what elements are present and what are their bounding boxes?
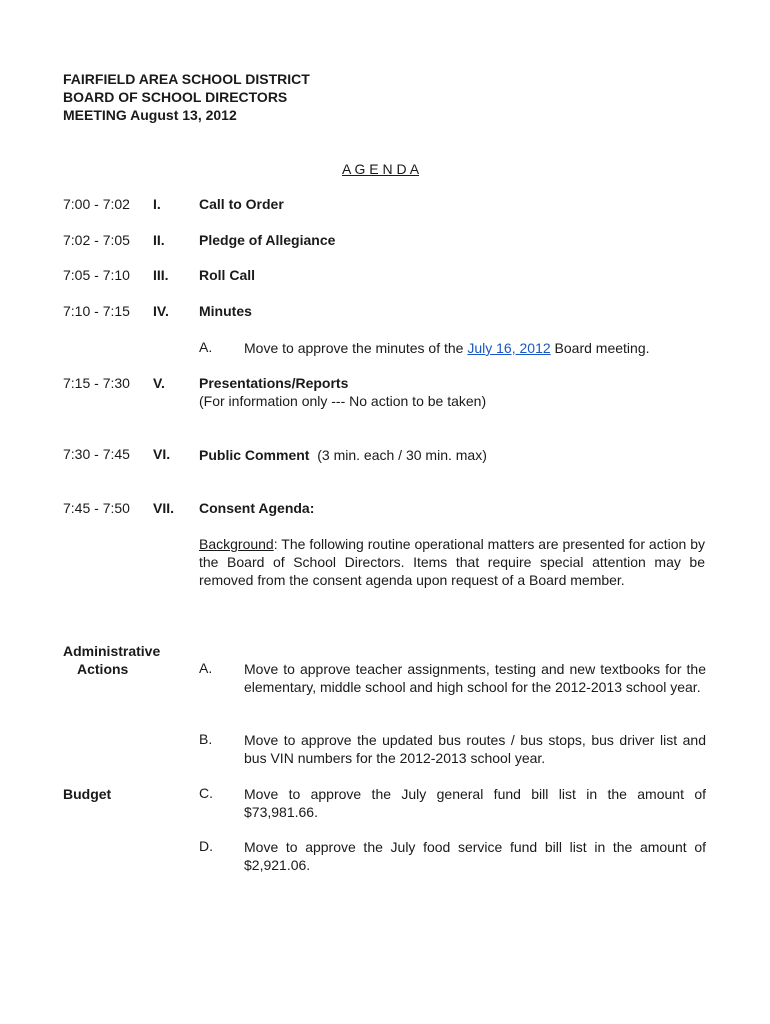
item-time: 7:05 - 7:10 (63, 267, 130, 283)
item-title: Presentations/Reports (199, 375, 349, 391)
item-time: 7:45 - 7:50 (63, 500, 130, 516)
item-title: Minutes (199, 303, 252, 319)
consent-item-text: Move to approve the July general fund bill list in the amount of $73,981.66. (244, 786, 706, 820)
district-name: FAIRFIELD AREA SCHOOL DISTRICT (63, 71, 310, 87)
minutes-text-before: Move to approve the minutes of the (244, 340, 468, 356)
item-time: 7:10 - 7:15 (63, 303, 130, 319)
item-number: I. (153, 196, 161, 212)
agenda-title: A G E N D A (342, 161, 420, 177)
item-title: Public Comment (199, 447, 310, 463)
public-comment-line (199, 446, 487, 464)
minutes-link[interactable]: July 16, 2012 (467, 340, 551, 356)
board-name: BOARD OF SCHOOL DIRECTORS (63, 89, 288, 105)
sub-item-letter: A. (199, 339, 213, 355)
item-number: II. (153, 232, 165, 248)
background-label: Background (199, 536, 274, 552)
minutes-motion (244, 339, 650, 357)
item-number: IV. (153, 303, 169, 319)
item-number: VI. (153, 446, 171, 462)
item-title: Pledge of Allegiance (199, 232, 336, 248)
item-number: VII. (153, 500, 175, 516)
presentations-note: (For information only --- No action to be taken) (199, 393, 487, 409)
consent-item-text: Move to approve the July food service fund bill list in the amount of $2,921.06. (244, 839, 706, 873)
section-label-actions: Actions (77, 661, 129, 677)
section-label-administrative: Administrative (63, 643, 161, 659)
item-time: 7:15 - 7:30 (63, 375, 130, 391)
background-text: : The following routine operational matters are presented for action by the Board of School Directors. Items that require special attention may be removed from the consent agenda upon request of a Board member. (199, 536, 705, 588)
consent-item-text: Move to approve the updated bus routes / bus stops, bus driver list and bus VIN numbers for the 2012-2013 school year. (244, 732, 706, 766)
item-time: 7:00 - 7:02 (63, 196, 130, 212)
meeting-date: MEETING August 13, 2012 (63, 107, 237, 123)
item-title: Call to Order (199, 196, 284, 212)
section-label-budget: Budget (63, 786, 112, 802)
minutes-text-after: Board meeting. (550, 340, 650, 356)
item-time: 7:30 - 7:45 (63, 446, 130, 462)
public-comment-note: (3 min. each / 30 min. max) (317, 447, 487, 463)
item-title: Roll Call (199, 267, 256, 283)
consent-item-letter: B. (199, 731, 213, 747)
background-paragraph (199, 535, 705, 589)
item-number: V. (153, 375, 165, 391)
consent-item-letter: A. (199, 660, 213, 676)
consent-item-letter: C. (199, 785, 213, 801)
consent-item-letter: D. (199, 838, 213, 854)
item-number: III. (153, 267, 169, 283)
consent-item-text: Move to approve teacher assignments, testing and new textbooks for the elementary, middle school and high school for the 2012-2013 school year. (244, 661, 706, 695)
item-title: Consent Agenda: (199, 500, 315, 516)
item-time: 7:02 - 7:05 (63, 232, 130, 248)
